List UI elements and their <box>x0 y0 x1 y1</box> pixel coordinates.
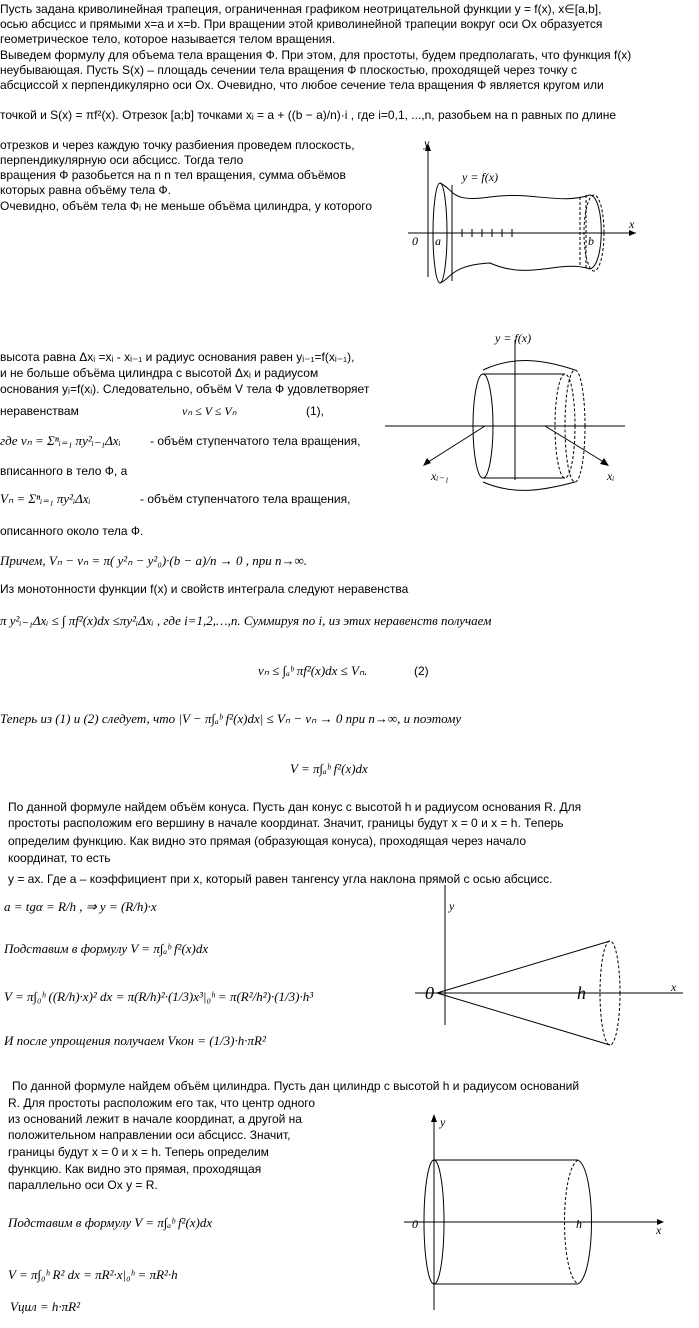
fig3-origin-label: 0 <box>425 983 434 1003</box>
intro-line: абсциссой x перпендикулярно оси Ox. Очевидно, что любое сечение тела вращения Ф является кругом или <box>0 78 604 92</box>
intro-line: отрезков и через каждую точку разбиения проведем плоскость, <box>0 138 355 152</box>
cyl-line: параллельно оси Ox y = R. <box>8 1178 158 1192</box>
cone-line: определим функцию. Как видно это прямая (образующая конуса), проходящая через начало <box>8 834 527 848</box>
cone-volume-result: И после упрощения получаем Vкон = (1/3)·h·πR² <box>4 1033 266 1048</box>
cone-line: По данной формуле найдем объём конуса. Пусть дан конус с высотой h и радиусом основания R. Для <box>8 800 582 814</box>
intro-line: Выведем формулу для объема тела вращения Ф. При этом, для простоты, будем предполагать, что функция f(x) <box>0 48 632 62</box>
fig1-b-label: b <box>588 234 594 248</box>
circumscribed-sum-formula: Vₙ = Σⁿᵢ₌₁ πy²ᵢΔxᵢ <box>0 491 91 506</box>
fig4-y-label: y <box>440 1115 446 1129</box>
intro-line: Очевидно, объём тела Фᵢ не меньше объёма цилиндра, у которого <box>0 199 373 213</box>
limit-formula: Теперь из (1) и (2) следует, что |V − π∫ₐᵇ f²(x)dx| ≤ Vₙ − vₙ → 0 при n→∞, и поэтому <box>0 711 462 726</box>
fig3-y-label: y <box>449 899 455 913</box>
para2-line: - объём ступенчатого тела вращения, <box>140 492 351 506</box>
fig1-func-label: y = f(x) <box>462 170 499 184</box>
cone-integral-formula: V = π∫₀ʰ ((R/h)·x)² dx = π(R/h)²·(1/3)x³|₀ʰ = π(R²/h²)·(1/3)·h³ <box>4 989 314 1004</box>
para2-line: описанного около тела Ф. <box>0 524 144 538</box>
fig3-x-label: x <box>671 980 677 994</box>
eq-number-1: (1), <box>306 404 324 418</box>
intro-line: неубывающая. Пусть S(x) – площадь сечении тела вращения Ф плоскостью, проходящей через точку с <box>0 63 578 77</box>
fig2-top-curve <box>483 361 575 370</box>
para2-line: и не больше объёма цилиндра с высотой Δxᵢ и радиусом <box>0 366 319 380</box>
cone-substitute-formula: Подставим в формулу V = π∫ₐᵇ f²(x)dx <box>4 941 209 956</box>
fig1-origin-label: 0 <box>412 234 418 248</box>
fig2-func-label: y = f(x) <box>495 331 532 345</box>
cyl-line: функцию. Как видно это прямая, проходящая <box>8 1162 262 1176</box>
cyl-integral-formula: V = π∫₀ʰ R² dx = πR²·x|₀ʰ = πR²·h <box>8 1267 178 1282</box>
difference-formula: Причем, Vₙ − vₙ = π( y²ₙ − y²₀)·(b − a)/n → 0 , при n→∞. <box>0 553 307 568</box>
integral-inequality-formula: π y²ᵢ₋₁Δxᵢ ≤ ∫ πf²(x)dx ≤πy²ᵢΔxᵢ , где i=1,2,…,n. Суммируя по i, из этих неравенств получаем <box>0 613 492 628</box>
figure-body-of-revolution <box>400 135 640 280</box>
para2-line: Из монотонности функции f(x) и свойств интеграла следуют неравенства <box>0 582 409 596</box>
fig4-y-arrow <box>431 1114 437 1122</box>
cone-line: y = ax. Где a – коэффициент при x, который равен тангенсу угла наклона прямой с осью абсцисс. <box>8 872 553 886</box>
cyl-volume-result: Vцил = h·πR² <box>10 1299 80 1314</box>
cyl-line: из оснований лежит в начале координат, а другой на <box>8 1112 302 1126</box>
para2-line: высота равна Δxᵢ =xᵢ - xᵢ₋₁ и радиус основания равен yᵢ₋₁=f(xᵢ₋₁), <box>0 350 355 364</box>
fig4-x-label: x <box>656 1223 662 1237</box>
cyl-line: границы будут x = 0 и x = h. Теперь определим <box>8 1145 269 1159</box>
eq-number-2: (2) <box>414 664 429 678</box>
cyl-line: По данной формуле найдем объём цилиндра. Пусть дан цилиндр с высотой h и радиусом оснований <box>12 1079 580 1093</box>
figure-cylinder <box>400 1110 670 1315</box>
fig1-x-label: x <box>629 217 635 231</box>
fig2-arrow-right <box>545 426 607 464</box>
intro-line: осью абсцисс и прямыми x=a и x=b. При вращении этой криволинейной трапеции вокруг оси Ox образуется <box>0 17 603 31</box>
integral-inequality-2: vₙ ≤ ∫ₐᵇ πf²(x)dx ≤ Vₙ. <box>258 663 368 678</box>
cone-slope-formula: a = tgα = R/h , ⇒ y = (R/h)·x <box>4 899 157 914</box>
intro-line: Пусть задана криволинейная трапеция, ограниченная графиком неотрицательной функции y = f(x), x∈[a,b], <box>0 2 602 16</box>
inscribed-sum-formula: где vₙ = Σⁿᵢ₌₁ πy²ᵢ₋₁Δxᵢ <box>0 433 121 448</box>
fig1-a-label: a <box>435 234 441 248</box>
cyl-substitute-formula: Подставим в формулу V = π∫ₐᵇ f²(x)dx <box>8 1215 213 1230</box>
para2-line: - объём ступенчатого тела вращения, <box>150 434 361 448</box>
fig2-xi-label: xᵢ <box>607 469 615 483</box>
fig2-xi1-label: xᵢ₋₁ <box>431 469 449 483</box>
fig1-y-label: y <box>424 136 430 150</box>
figure-cone <box>415 885 685 1030</box>
figure-cylinder-slice <box>385 330 635 490</box>
fig2-arrow-right-head <box>600 458 609 466</box>
cyl-line: R. Для простоты расположим его так, что центр одного <box>8 1096 316 1110</box>
para2-line: неравенствам <box>0 404 79 418</box>
fig2-bottom-curve <box>483 482 575 490</box>
intro-line: которых равна объёму тела Ф. <box>0 183 171 197</box>
fig4-origin-label: 0 <box>412 1217 418 1231</box>
intro-line: перпендикулярную оси абсцисс. Тогда тело <box>0 153 244 167</box>
volume-formula: V = π∫ₐᵇ f²(x)dx <box>290 761 368 776</box>
cone-line: простоты расположим его вершину в начале координат. Значит, границы будут x = 0 и x = h. Теперь <box>8 816 564 830</box>
cyl-line: положительном направлении оси абсцисс. Значит, <box>8 1128 291 1142</box>
para2-line: основания yᵢ=f(xᵢ). Следовательно, объём V тела Ф удовлетворяет <box>0 382 370 396</box>
fig3-h-label: h <box>577 983 586 1003</box>
fig4-h-label: h <box>576 1217 582 1231</box>
cone-line: координат, то есть <box>8 851 111 865</box>
fig2-arrow-left-head <box>423 458 431 466</box>
intro-line: вращения Ф разобьется на n n тел вращения, сумма объёмов <box>0 168 346 182</box>
para2-line: вписанного в тело Ф, а <box>0 464 128 478</box>
fig2-arrow-left <box>425 426 485 464</box>
inequality-1: vₙ ≤ V ≤ Vₙ <box>182 404 237 418</box>
intro-line-formula: точкой и S(x) = πf²(x). Отрезок [a;b] точками xᵢ = a + ((b − a)/n)·i , где i=0,1, ...,n, разобьем на n равных по длине <box>0 108 617 122</box>
intro-line: геометрическое тело, которое называется телом вращения. <box>0 32 336 46</box>
